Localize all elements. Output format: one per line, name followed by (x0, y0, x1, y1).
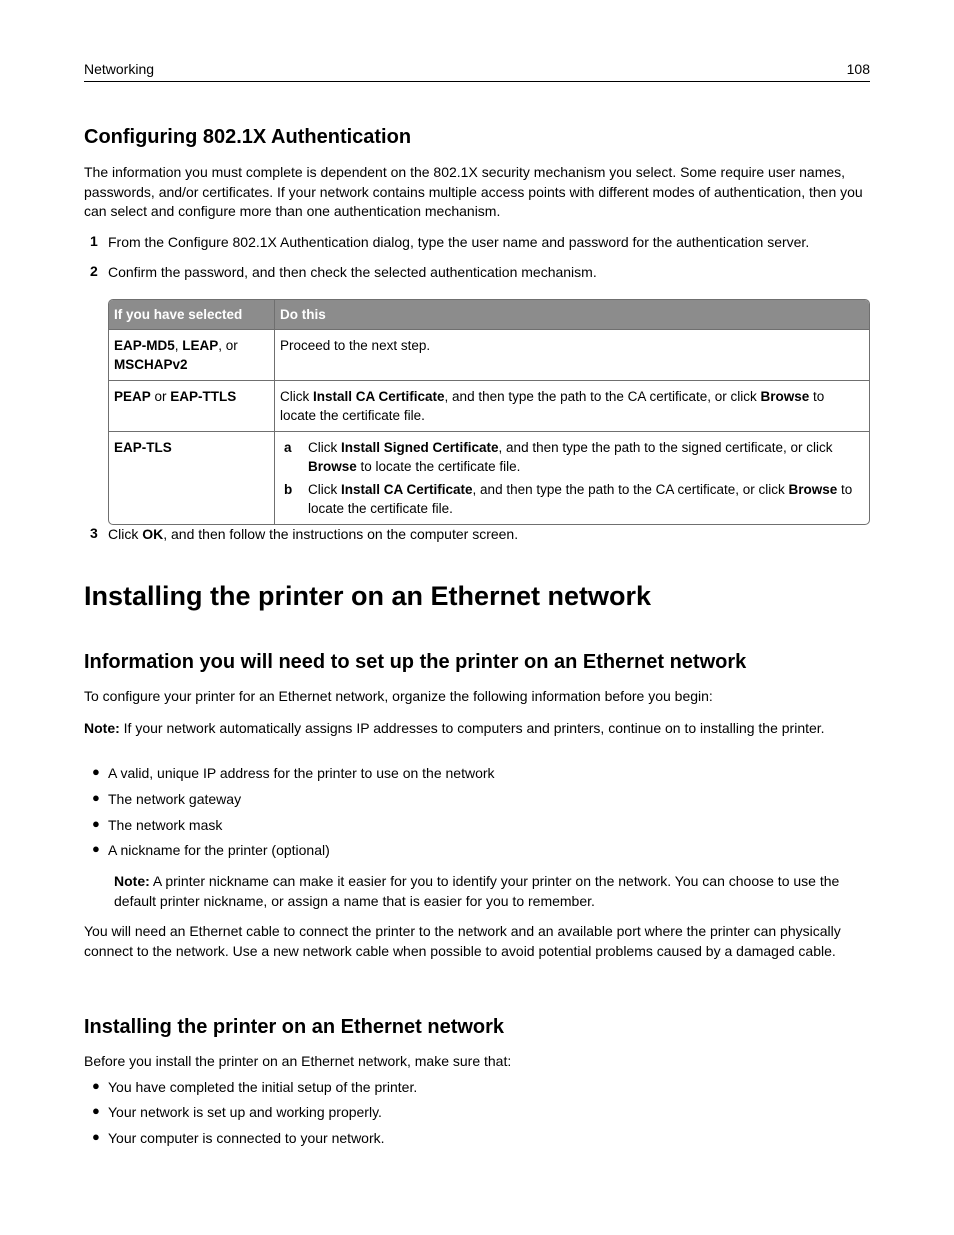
note-label: Note: (84, 720, 120, 736)
mechanism-name: EAP-TTLS (170, 389, 237, 404)
section-title-install: Installing the printer on an Ethernet network (84, 1016, 505, 1038)
step-3 (84, 525, 870, 545)
mechanism-name: MSCHAPv2 (114, 357, 188, 372)
list-item: ● The network mask (92, 816, 223, 833)
step-1 (84, 233, 870, 253)
table-cell: Click Install CA Certificate, and then type the path to the CA certificate, or click Browse to locate the certificate file. (275, 380, 869, 431)
table-cell: EAP-MD5, LEAP, or MSCHAPv2 (109, 329, 275, 380)
bullet-icon: ● (92, 841, 100, 856)
nickname-note: Note: A printer nickname can make it easier for you to identify your printer on the network. You can choose to use the default printer nickname, or assign a name that is easier for you to remember. (114, 873, 840, 909)
header-page-number: 108 (846, 61, 870, 77)
chapter-title: Installing the printer on an Ethernet network (84, 581, 652, 611)
sub-step-b: b Click Install CA Certificate, and then type the path to the CA certificate, or click Browse to locate the certificate file. (284, 482, 853, 516)
bullet-icon: ● (92, 1078, 100, 1093)
step-text: Confirm the password, and then check the selected authentication mechanism. (108, 264, 597, 280)
table-cell: PEAP or EAP-TTLS (109, 380, 275, 431)
cable-paragraph: You will need an Ethernet cable to connect the printer to the network and an available port where the printer can physically connect to the network. Use a new network cable when possible to avoid potential problems caused by a damaged cable. (84, 923, 841, 959)
note-label: Note: (114, 873, 150, 889)
bullet-icon: ● (92, 790, 100, 805)
intro-paragraph: The information you must complete is dependent on the 802.1X security mechanism you select. Some require user names, passwords, and/or certificates. If your network contains multiple access points with different modes of authentication, then you can select and configure more than one authentication mechanism. (84, 164, 863, 219)
page-header (84, 61, 870, 82)
step-text: Click OK, and then follow the instructions on the computer screen. (108, 526, 519, 542)
table-row (109, 380, 869, 431)
header-section: Networking (84, 61, 155, 77)
step-number: 1 (90, 233, 98, 249)
list-item: ● Your computer is connected to your network. (92, 1129, 385, 1146)
step-number: 3 (90, 525, 98, 541)
section-title-info: Information you will need to set up the printer on an Ethernet network (84, 651, 747, 673)
auth-table-wrapper (108, 299, 870, 525)
list-item: ● Your network is set up and working properly. (92, 1103, 382, 1120)
step-2 (84, 263, 870, 283)
bullet-icon: ● (92, 816, 100, 831)
step-number: 2 (90, 263, 98, 279)
auth-table (108, 299, 870, 525)
mechanism-name: LEAP (182, 338, 219, 353)
table-row (109, 329, 869, 380)
list-item: ● You have completed the initial setup of the printer. (92, 1078, 418, 1095)
bullet-icon: ● (92, 764, 100, 779)
table-row (109, 431, 869, 524)
mechanism-name: EAP-TLS (114, 440, 172, 455)
table-cell (109, 431, 275, 524)
table-cell: Proceed to the next step. (275, 329, 869, 380)
table-cell (275, 431, 869, 524)
list-item: ● A valid, unique IP address for the printer to use on the network (92, 764, 495, 781)
column-header: Do this (275, 300, 869, 329)
step-text: From the Configure 802.1X Authentication dialog, type the user name and password for the authentication server. (108, 234, 810, 250)
mechanism-name: PEAP (114, 389, 151, 404)
sub-step-a: a Click Install Signed Certificate, and then type the path to the signed certificate, or click Browse to locate the certificate file. (284, 440, 833, 474)
install-intro: Before you install the printer on an Ethernet network, make sure that: (84, 1053, 512, 1069)
bullet-icon: ● (92, 1103, 100, 1118)
list-item: ● The network gateway (92, 790, 242, 807)
list-item: ● A nickname for the printer (optional) (92, 841, 330, 858)
column-header: If you have selected (109, 300, 275, 329)
info-intro: To configure your printer for an Ethernet network, organize the following information before you begin: (84, 688, 713, 704)
table-header-row (109, 300, 869, 329)
note-paragraph: Note: If your network automatically assigns IP addresses to computers and printers, continue on to installing the printer. (84, 720, 825, 736)
mechanism-name: EAP-MD5 (114, 338, 175, 353)
section-title-8021x: Configuring 802.1X Authentication (84, 126, 412, 148)
bullet-icon: ● (92, 1129, 100, 1144)
